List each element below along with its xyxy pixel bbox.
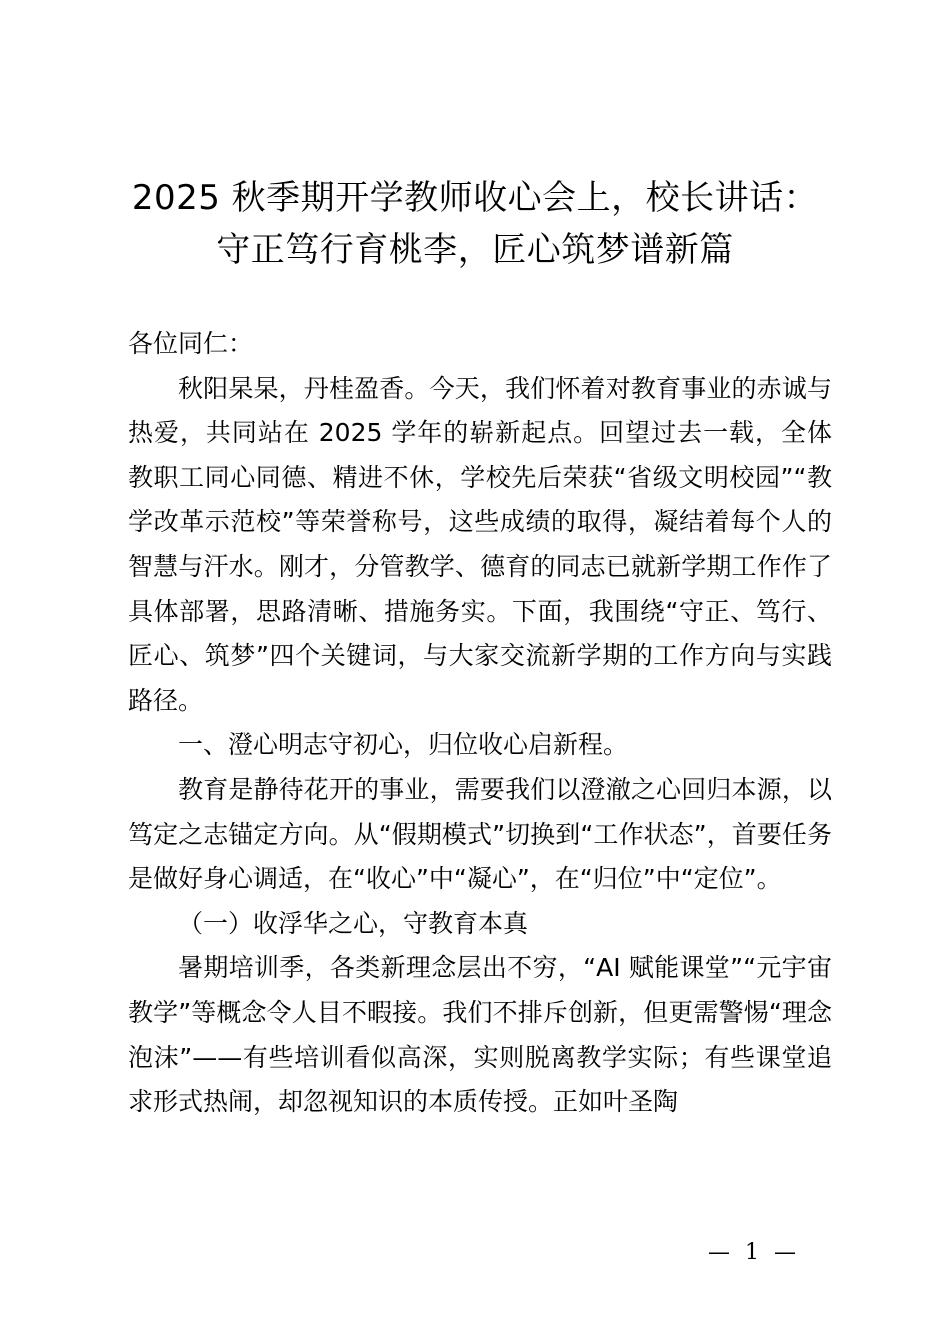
document-body bbox=[128, 322, 832, 1125]
section-heading-1: 一、澄心明志守初心，归位收心启新程。 bbox=[178, 730, 629, 760]
paragraph-subsection-1: 暑期培训季，各类新理念层出不穷，“AI 赋能课堂”“元宇宙教学”等概念令人目不暇接。我们不排斥创新，但更需警惕“理念泡沫”——有些培训看似高深，实则脱离教学实际；有些课堂追求形式热闹，却忽视知识的本质传授。正如叶圣陶 bbox=[128, 953, 832, 1117]
page-number: — 1 — bbox=[708, 1240, 800, 1265]
subsection-heading-1: （一）收浮华之心，守教育本真 bbox=[178, 908, 529, 938]
paragraph-section-1: 教育是静待花开的事业，需要我们以澄澈之心回归本源，以笃定之志锚定方向。从“假期模式”切换到“工作状态”，首要任务是做好身心调适，在“收心”中“凝心”，在“归位”中“定位”。 bbox=[128, 774, 832, 894]
document-title bbox=[100, 172, 850, 276]
title-line-2: 守正笃行育桃李，匠心筑梦谱新篇 bbox=[216, 230, 734, 270]
title-line-1: 2025 秋季期开学教师收心会上，校长讲话： bbox=[131, 178, 819, 218]
paragraph-intro: 秋阳杲杲，丹桂盈香。今天，我们怀着对教育事业的赤诚与热爱，共同站在 2025 学年的崭新起点。回望过去一载，全体教职工同心同德、精进不休，学校先后荣获“省级文明校园”“教学改革示范校”等荣誉称号，这些成绩的取得，凝结着每个人的智慧与汗水。刚才，分管教学、德育的同志已就新学期工作作了具体部署，思路清晰、措施务实。下面，我围绕“守正、笃行、匠心、筑梦”四个关键词，与大家交流新学期的工作方向与实践路径。 bbox=[128, 373, 832, 715]
salutation: 各位同仁： bbox=[128, 329, 254, 358]
